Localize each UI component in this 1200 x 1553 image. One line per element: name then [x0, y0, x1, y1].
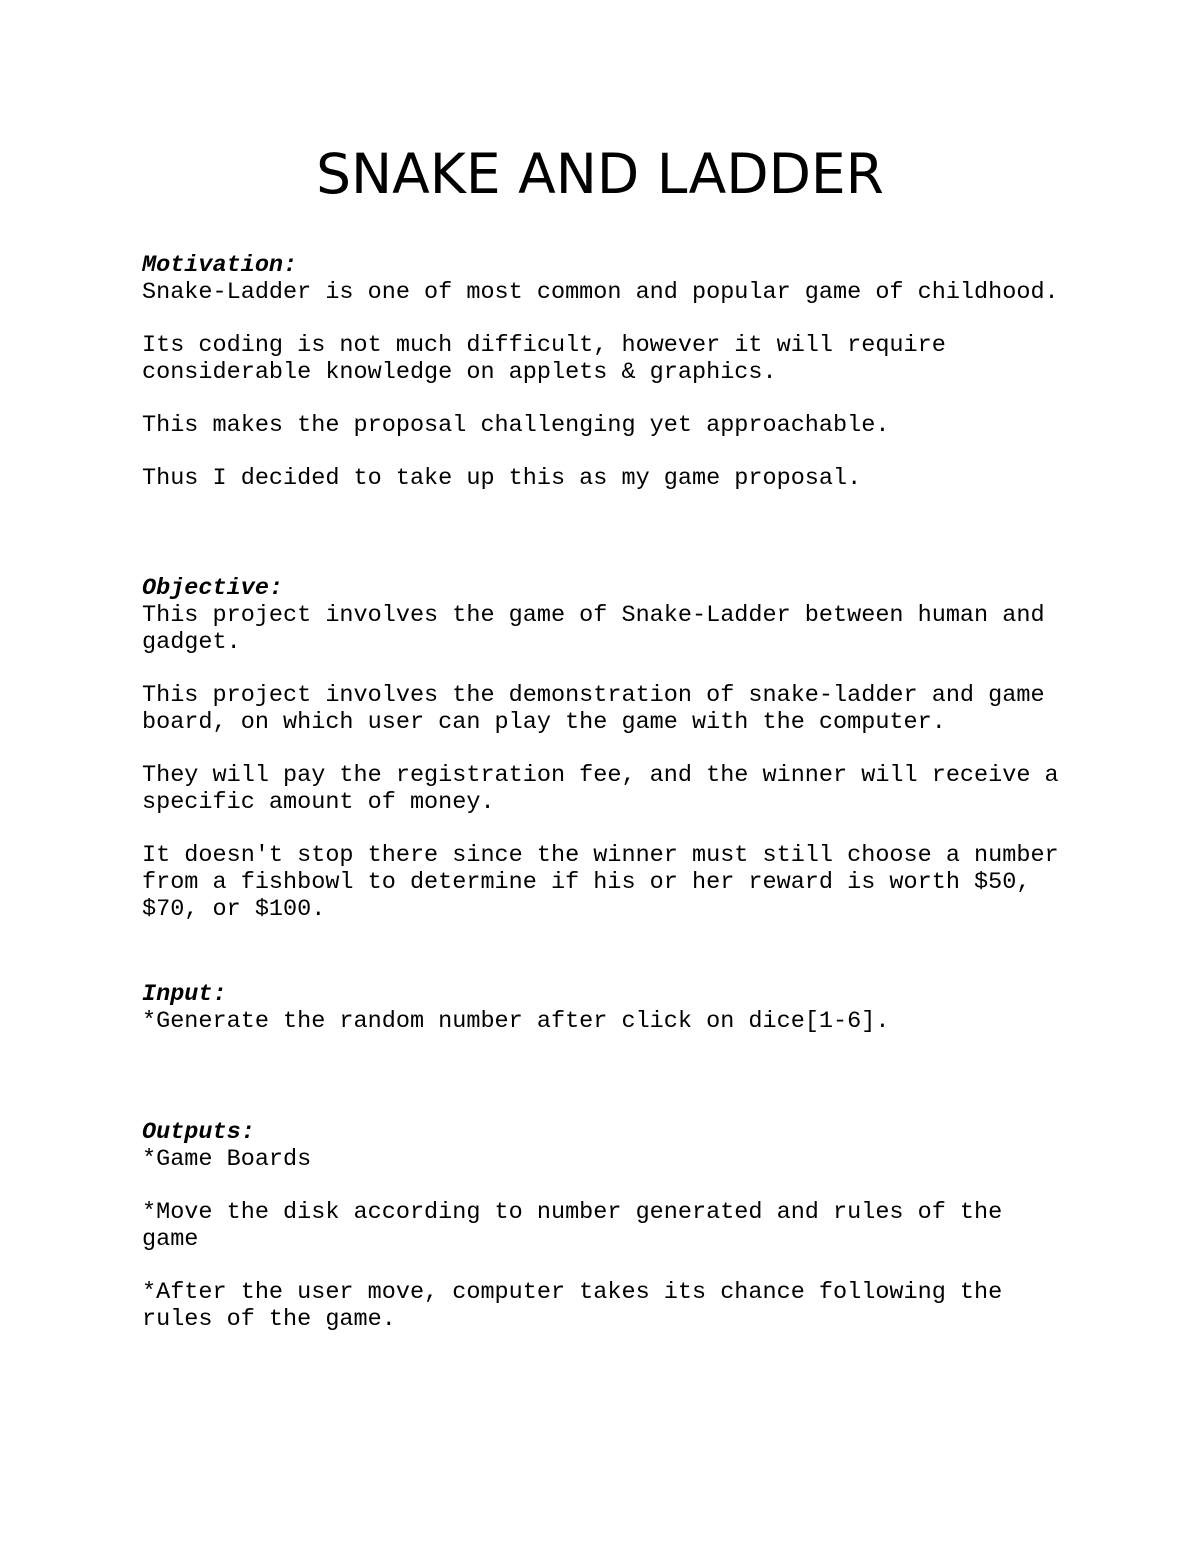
- motivation-section: [142, 252, 1102, 492]
- motivation-paragraph: Snake-Ladder is one of most common and popular game of childhood.: [142, 279, 1059, 306]
- objective-paragraph: It doesn't stop there since the winner must still choose a number from a fishbowl to determine if his or her reward is worth $50, $70, or $100.: [142, 842, 1059, 923]
- motivation-paragraph: This makes the proposal challenging yet approachable.: [142, 412, 890, 439]
- motivation-paragraph: Its coding is not much difficult, however it will require considerable knowledge on applets & graphics.: [142, 332, 946, 386]
- motivation-paragraph: Thus I decided to take up this as my game proposal.: [142, 465, 862, 492]
- objective-paragraph: They will pay the registration fee, and the winner will receive a specific amount of money.: [142, 762, 1059, 816]
- outputs-paragraph: *After the user move, computer takes its chance following the rules of the game.: [142, 1279, 1003, 1333]
- outputs-paragraph: *Game Boards: [142, 1146, 312, 1173]
- document-title: SNAKE AND LADDER: [316, 142, 884, 206]
- outputs-section: [142, 1119, 1102, 1333]
- outputs-heading: Outputs:: [142, 1119, 255, 1146]
- objective-paragraph: This project involves the game of Snake-Ladder between human and gadget.: [142, 602, 1045, 656]
- objective-section: [142, 575, 1102, 923]
- motivation-heading: Motivation:: [142, 252, 298, 279]
- input-paragraph: *Generate the random number after click on dice[1-6].: [142, 1008, 890, 1035]
- outputs-paragraph: *Move the disk according to number generated and rules of the game: [142, 1199, 1003, 1253]
- objective-paragraph: This project involves the demonstration of snake-ladder and game board, on which user can play the game with the computer.: [142, 682, 1045, 736]
- input-heading: Input:: [142, 981, 227, 1008]
- input-section: [142, 981, 1102, 1035]
- objective-heading: Objective:: [142, 575, 284, 602]
